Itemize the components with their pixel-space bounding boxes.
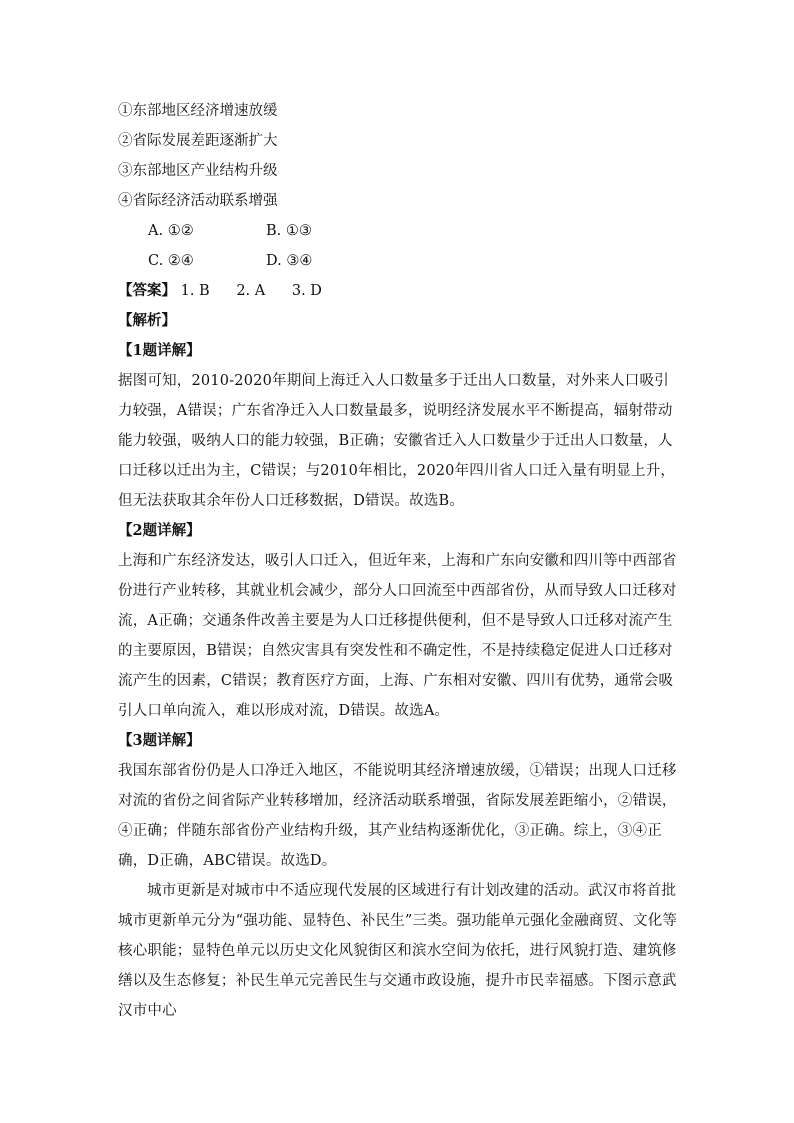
answer-label: 【答案】 xyxy=(118,282,176,299)
answer-item-1: 1. B xyxy=(180,283,210,299)
option-d: D. ③④ xyxy=(266,253,313,269)
answer-item-3: 3. D xyxy=(291,283,322,299)
option-b: B. ①③ xyxy=(266,223,312,239)
options-row-2 xyxy=(118,246,678,276)
option-a: A. ①② xyxy=(148,223,194,239)
answer-item-2: 2. A xyxy=(236,283,266,299)
analysis-heading: 【解析】 xyxy=(118,312,176,329)
statement-4: ④省际经济活动联系增强 xyxy=(118,193,278,209)
q3-heading: 【3题详解】 xyxy=(118,732,201,749)
q2-heading: 【2题详解】 xyxy=(118,522,201,539)
q3-text: 我国东部省份仍是人口净迁入地区，不能说明其经济增速放缓，①错误；出现人口迁移对流的省份之间省际产业转移增加，经济活动联系增强，省际发展差距缩小，②错误，④正确；伴随东部省份产业结构升级，其产业结构逐渐优化，③正确。综上，③④正确，D正确，ABC错误。故选D。 xyxy=(118,763,677,869)
statement-3: ③东部地区产业结构升级 xyxy=(118,163,278,179)
options-row-1 xyxy=(118,216,678,246)
q1-heading: 【1题详解】 xyxy=(118,342,201,359)
document-page xyxy=(118,96,678,1026)
option-c: C. ②④ xyxy=(148,253,194,269)
statement-2: ②省际发展差距逐渐扩大 xyxy=(118,133,278,149)
answer-line xyxy=(118,276,678,306)
q1-text: 据图可知，2010-2020年期间上海迁入人口数量多于迁出人口数量，对外来人口吸引力较强，A错误；广东省净迁入人口数量最多，说明经济发展水平不断提高，辐射带动能力较强，吸纳人口的能力较强，B正确；安徽省迁入人口数量少于迁出人口数量，人口迁移以迁出为主，C错误；与2010年相比，2020年四川省人口迁入量有明显上升，但无法获取其余年份人口迁移数据，D错误。故选B。 xyxy=(118,373,676,509)
statement-1: ①东部地区经济增速放缓 xyxy=(118,103,278,119)
q2-text: 上海和广东经济发达，吸引人口迁入，但近年来，上海和广东向安徽和四川等中西部省份进行产业转移，其就业机会减少，部分人口回流至中西部省份，从而导致人口迁移对流，A正确；交通条件改善主要是为人口迁移提供便利，但不是导致人口迁移对流产生的主要原因，B错误；自然灾害具有突发性和不确定性，不是持续稳定促进人口迁移对流产生的因素，C错误；教育医疗方面，上海、广东相对安徽、四川有优势，通常会吸引人口单向流入，难以形成对流，D错误。故选A。 xyxy=(118,553,677,719)
passage-text: 城市更新是对城市中不适应现代发展的区域进行有计划改建的活动。武汉市将首批城市更新单元分为“强功能、显特色、补民生”三类。强功能单元强化金融商贸、文化等核心职能；显特色单元以历史文化风貌街区和滨水空间为依托，进行风貌打造、建筑修缮以及生态修复；补民生单元完善民生与交通市政设施，提升市民幸福感。下图示意武汉市中心 xyxy=(118,883,678,1019)
